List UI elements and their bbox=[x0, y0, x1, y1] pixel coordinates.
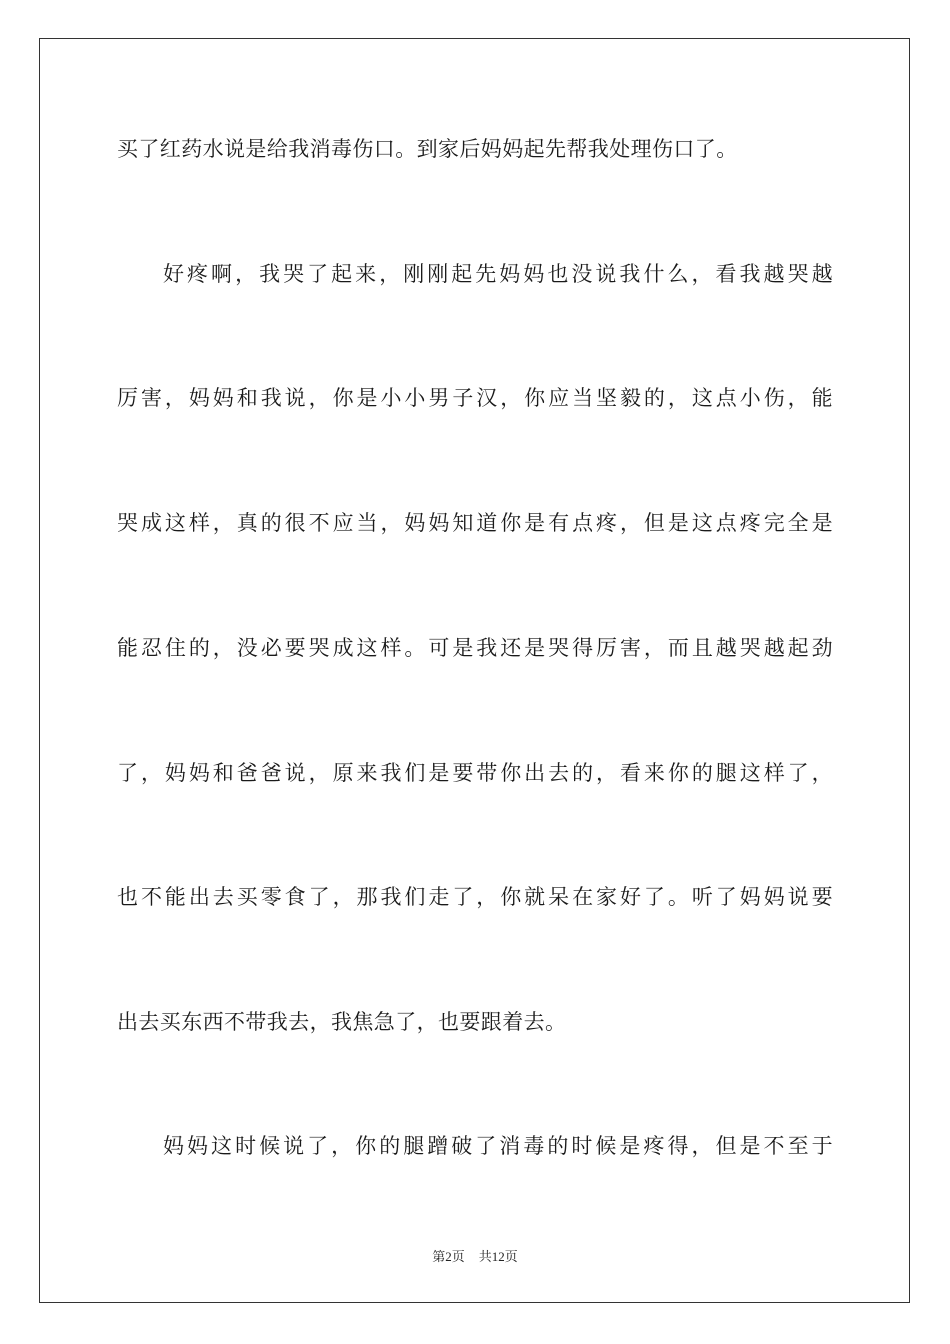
text-line-7: 也不能出去买零食了，那我们走了，你就呆在家好了。听了妈妈说要 bbox=[117, 885, 833, 909]
page-footer bbox=[0, 1248, 950, 1266]
text-line-9: 妈妈这时候说了，你的腿蹭破了消毒的时候是疼得，但是不至于 bbox=[163, 1134, 833, 1158]
page-frame bbox=[39, 38, 910, 1303]
page-number: 第2页 bbox=[432, 1249, 465, 1264]
text-line-5: 能忍住的，没必要哭成这样。可是我还是哭得厉害，而且越哭越起劲 bbox=[117, 636, 833, 660]
text-line-1: 买了红药水说是给我消毒伤口。到家后妈妈起先帮我处理伤口了。 bbox=[117, 137, 738, 161]
text-line-4: 哭成这样，真的很不应当，妈妈知道你是有点疼，但是这点疼完全是 bbox=[117, 511, 833, 535]
text-line-3: 厉害，妈妈和我说，你是小小男子汉，你应当坚毅的，这点小伤，能 bbox=[117, 386, 833, 410]
text-line-2: 好疼啊，我哭了起来，刚刚起先妈妈也没说我什么，看我越哭越 bbox=[163, 262, 833, 286]
text-line-8: 出去买东西不带我去，我焦急了，也要跟着去。 bbox=[117, 1010, 567, 1034]
page-total: 共12页 bbox=[478, 1249, 518, 1264]
text-line-6: 了，妈妈和爸爸说，原来我们是要带你出去的，看来你的腿这样了， bbox=[117, 761, 833, 785]
